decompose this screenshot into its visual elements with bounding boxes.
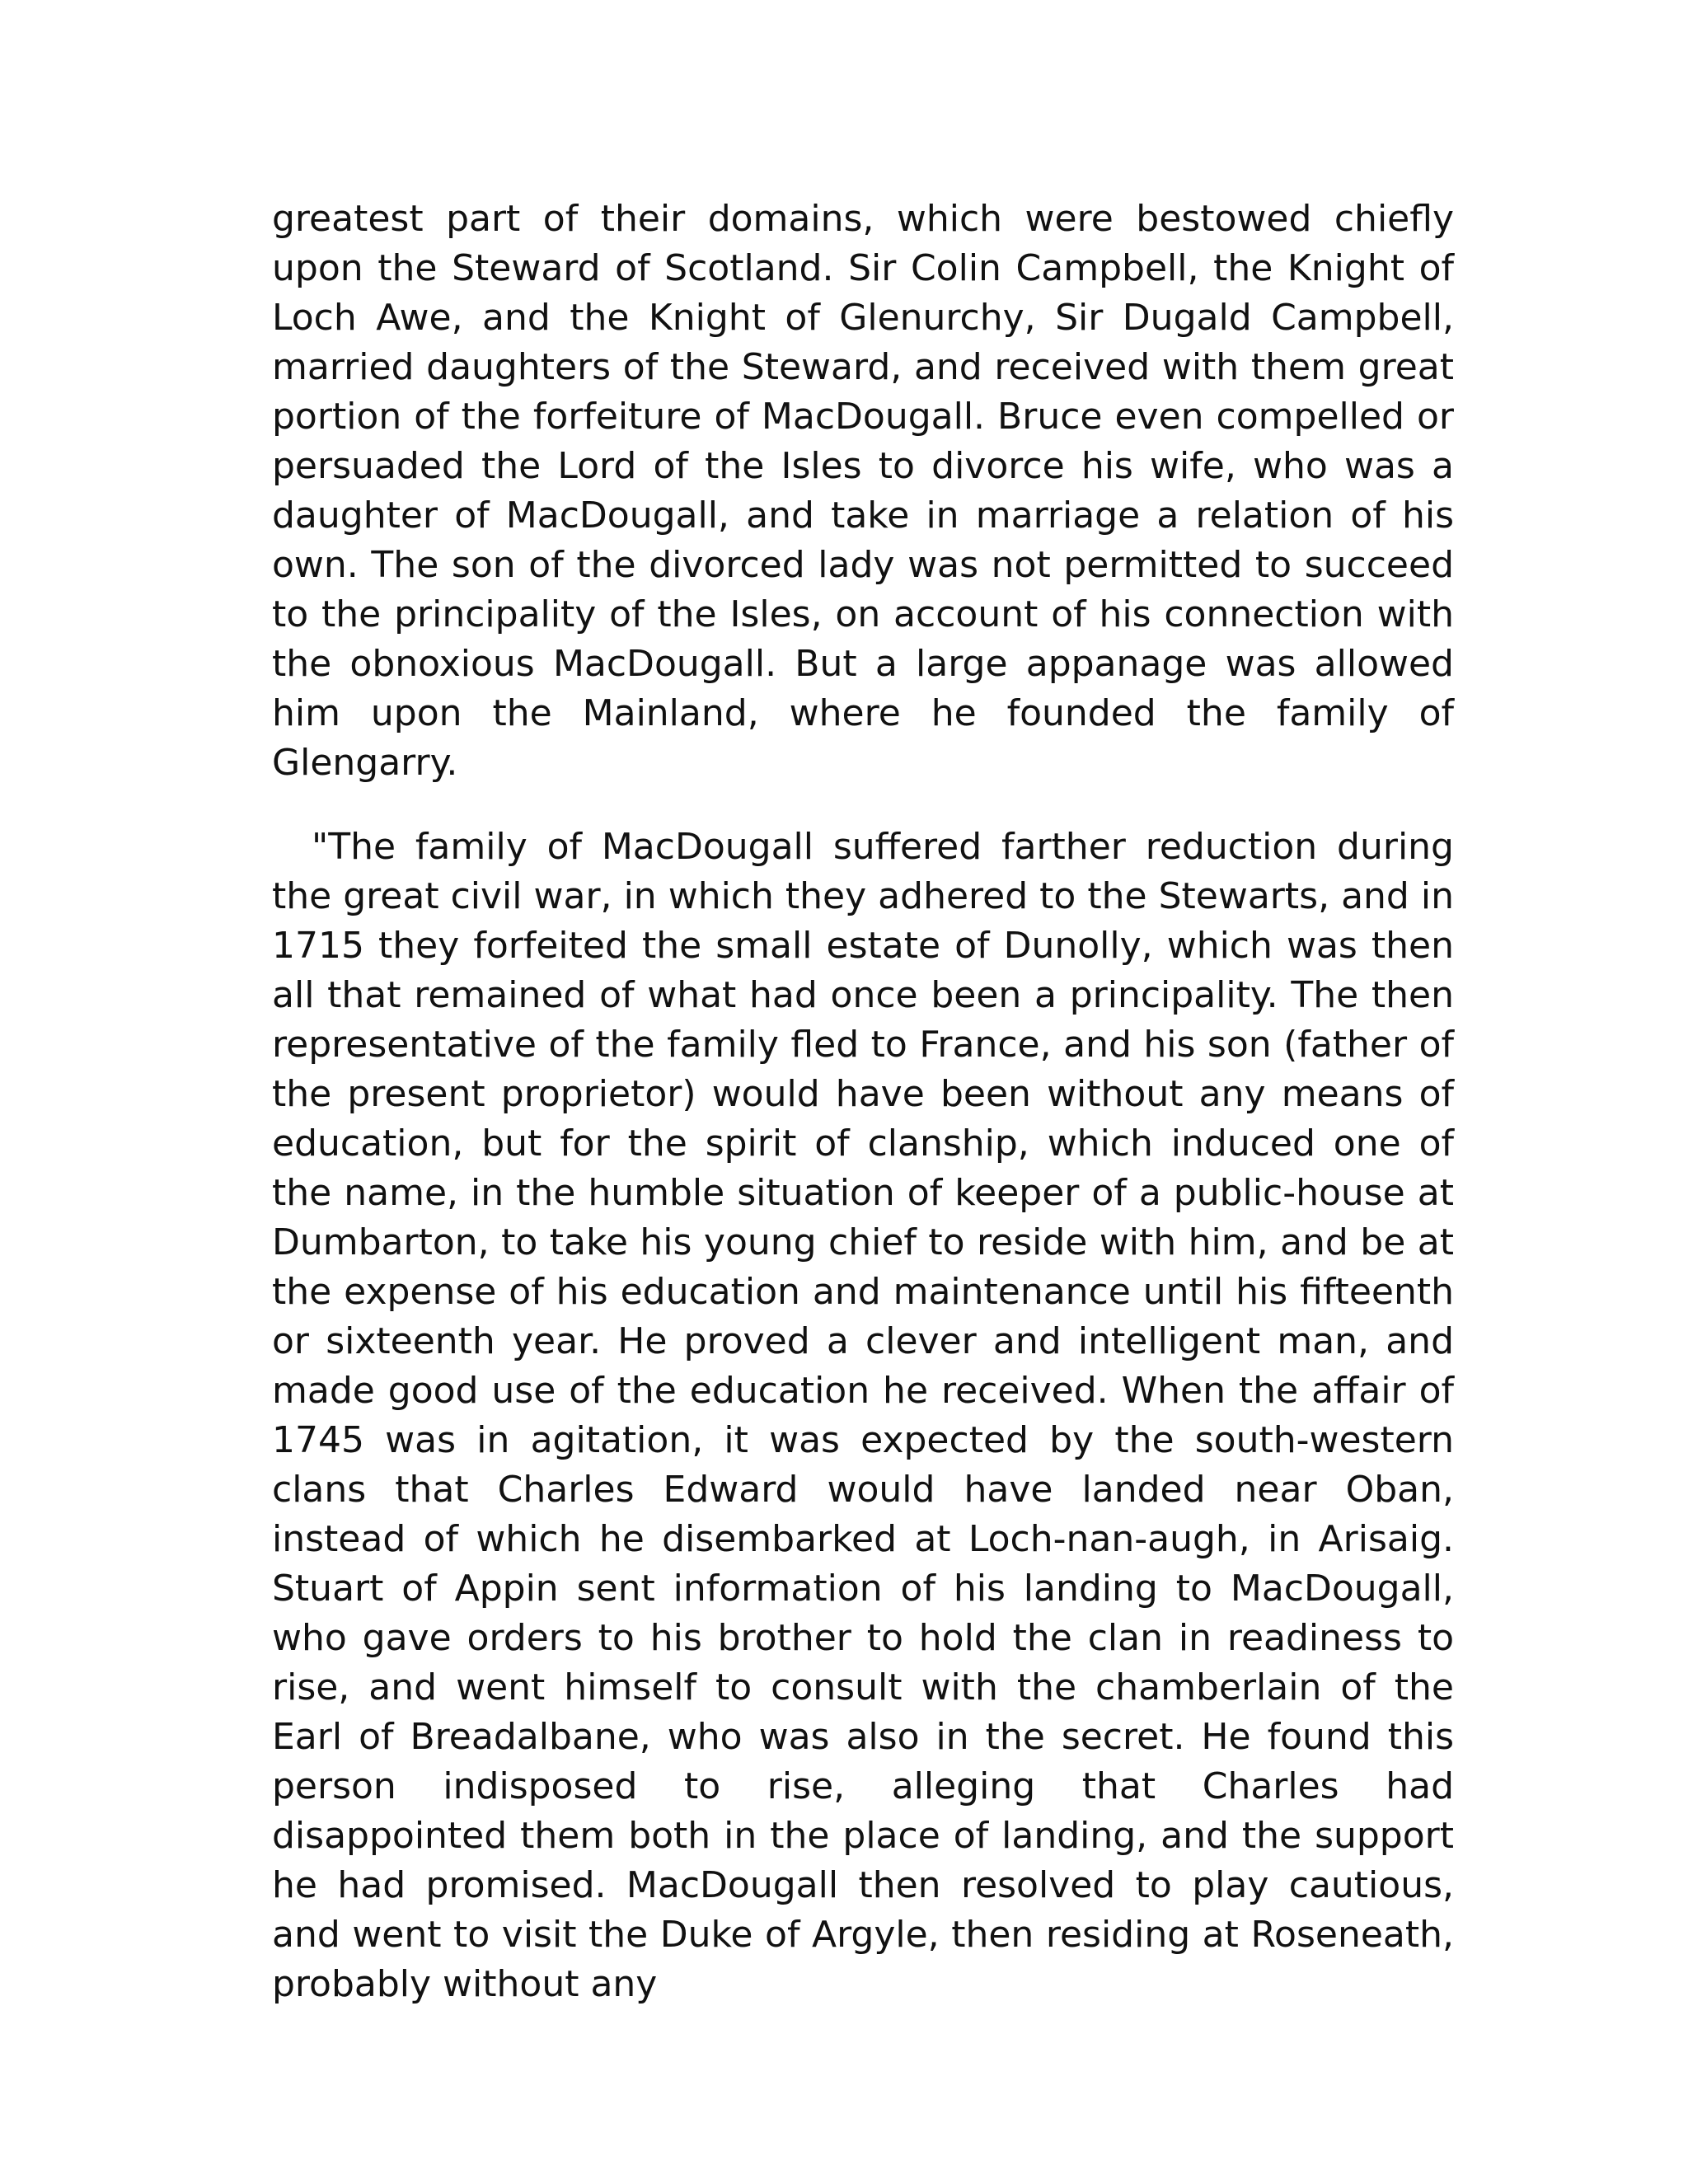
paragraph-1: greatest part of their domains, which were bestowed chiefly upon the Steward of Scotland. Sir Colin Campbell, the Knight of Loch Awe, and the Knight of Glenurchy, Sir Dugald Campbell, married daughters of the Steward, and received with them great portion of the forfeiture of MacDougall. Bruce even compelled or persuaded the Lord of the Isles to divorce his wife, who was a daughter of MacDougall, and take in marriage a relation of his own. The son of the divorced lady was not permitted to succeed to the principality of the Isles, on account of his connection with the obnoxious MacDougall. But a large appanage was allowed him upon the Mainland, where he founded the family of Glengarry. (272, 198, 1454, 784)
paragraph-2: "The family of MacDougall suffered farther reduction during the great civil war, in which they adhered to the Stewarts, and in 1715 they forfeited the small estate of Dunolly, which was then all that remained of what had once been a principality. The then representative of the family fled to France, and his son (father of the present proprietor) would have been without any means of education, but for the spirit of clanship, which induced one of the name, in the humble situation of keeper of a public-house at Dumbarton, to take his young chief to reside with him, and be at the expense of his education and maintenance until his fifteenth or sixteenth year. He proved a clever and intelligent man, and made good use of the education he received. When the affair of 1745 was in agitation, it was expected by the south-western clans that Charles Edward would have landed near Oban, instead of which he disembarked at Loch-nan-augh, in Arisaig. Stuart of Appin sent information of his landing to MacDougall, who gave orders to his brother to hold the clan in readiness to rise, and went himself to consult with the chamberlain of the Earl of Breadalbane, who was also in the secret. He found this person indisposed to rise, alleging that Charles had disappointed them both in the place of landing, and the support he had promised. MacDougall then resolved to play cautious, and went to visit the Duke of Argyle, then residing at Roseneath, probably without any (272, 826, 1454, 2005)
document-page (272, 194, 1454, 2009)
